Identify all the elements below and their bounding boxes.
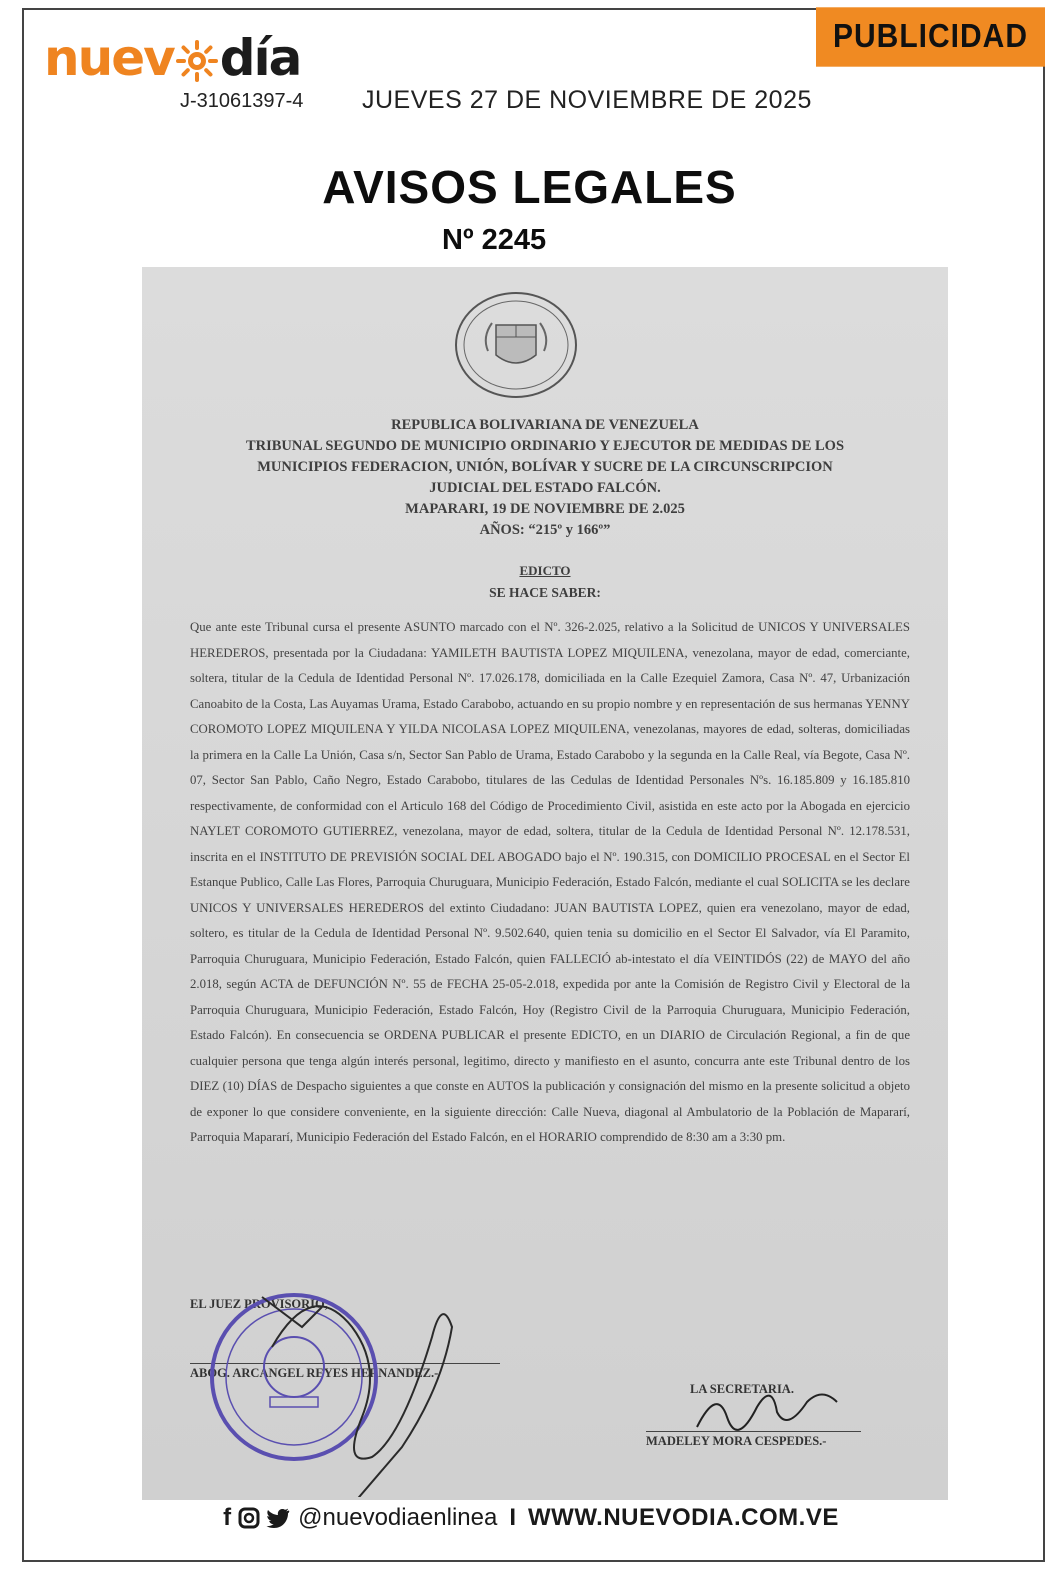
- sun-icon: [176, 40, 218, 82]
- publicidad-badge: PUBLICIDAD: [816, 7, 1045, 66]
- legal-document-photo: [142, 267, 948, 1500]
- instagram-icon[interactable]: [238, 1507, 260, 1529]
- heading-line-3: MUNICIPIOS FEDERACION, UNIÓN, BOLÍVAR Y SUCRE DE LA CIRCUNSCRIPCION: [257, 459, 833, 475]
- rif-number: J-31061397-4: [180, 90, 304, 112]
- judge-name: ABOG. ARCANGEL REYES HERNANDEZ.-: [190, 1363, 500, 1381]
- coat-of-arms-seal-icon: [452, 289, 580, 401]
- facebook-icon[interactable]: f: [223, 1504, 232, 1531]
- secretary-name: MADELEY MORA CESPEDES.-: [646, 1431, 861, 1449]
- se-hace-saber: SE HACE SABER:: [489, 585, 601, 600]
- heading-line-4: JUDICIAL DEL ESTADO FALCÓN.: [429, 480, 661, 496]
- heading-line-2: TRIBUNAL SEGUNDO DE MUNICIPIO ORDINARIO Y EJECUTOR DE MEDIDAS DE LOS: [245, 438, 845, 454]
- secretary-title: LA SECRETARIA.: [690, 1382, 794, 1396]
- judge-signature-icon: [242, 1267, 502, 1497]
- logo-text-part1: nuev: [44, 29, 174, 87]
- social-handle[interactable]: @nuevodiaenlinea: [298, 1504, 498, 1531]
- footer-separator: I: [509, 1504, 517, 1531]
- publication-date: JUEVES 27 DE NOVIEMBRE DE 2025: [362, 86, 812, 114]
- heading-line-5: MAPARARI, 19 DE NOVIEMBRE DE 2.025: [405, 501, 685, 517]
- nuevodia-logo: [44, 28, 300, 88]
- page-title: AVISOS LEGALES: [322, 161, 737, 213]
- edict-body-paragraph: Que ante este Tribunal cursa el presente ASUNTO marcado con el Nº. 326-2.025, relativo a la Solicitud de UNICOS Y UNIVERSALES HEREDEROS, presentada por la Ciudadana: YAMILETH BAUTISTA LOPEZ MIQUILENA, venezolana, mayor de edad, comerciante, soltera, titular de la Cedula de Identidad Personal Nº. 17.026.178, domiciliada en la Calle Ezequiel Zamora, Casa Nº. 47, Urbanización Canoabito de la Costa, Las Auyamas Urama, Estado Carabobo, actuando en su propio nombre y en representación de sus hermanas YENNY COROMOTO LOPEZ MIQUILENA Y YILDA NICOLASA LOPEZ MIQUILENA, venezolanas, mayores de edad, solteras, domiciliadas la primera en la Calle La Unión, Casa s/n, Sector San Pablo de Urama, Estado Carabobo y la segunda en la Calle Real, vía Begote, Casa Nº. 07, Sector San Pablo, Caño Negro, Estado Carabobo, titulares de las Cedulas de Identidad Personales Nºs. 16.185.809 y 16.185.810 respectivamente, de conformidad con el Articulo 168 del Código de Procedimiento Civil, asistida en este acto por la Abogada en ejercicio NAYLET COROMOTO GUTIERREZ, venezolana, mayor de edad, soltera, titular de la Cedula de Identidad Personal Nº. 12.178.531, inscrita en el INSTITUTO DE PREVISIÓN SOCIAL DEL ABOGADO bajo el Nº. 190.315, con DOMICILIO PROCESAL en el Sector El Estanque Publico, Calle Las Flores, Parroquia Churuguara, Municipio Federación, Estado Falcón, mediante el cual SOLICITA se les declare UNICOS Y UNIVERSALES HEREDEROS del extinto Ciudadano: JUAN BAUTISTA LOPEZ, quien era venezolano, mayor de edad, soltero, es titular de la Cedula de Identidad Personal Nº. 9.502.640, quien tenia su domicilio en el Sector El Salvador, vía El Paramito, Parroquia Churuguara, Municipio Federación, Estado Falcón, quien FALLECIÓ ab-intestato el día VEINTIDÓS (22) de MAYO del año 2.018, según ACTA de DEFUNCIÓN Nº. 55 de FECHA 25-05-2.018, expedida por ante la Comisión de Registro Civil y Electoral de la Parroquia Churuguara, Municipio Federación, Estado Falcón, Hoy (Registro Civil de la Parroquia Churuguara, Municipio Federación, Estado Falcón). En consecuencia se ORDENA PUBLICAR el presente EDICTO, en un DIARIO de Circulación Regional, a fin de que cualquier persona que tenga algún interés personal, legitimo, directo y manifiesto en el asunto, concurra ante este Tribunal dentro de los DIEZ (10) DÍAS de Despacho siguientes a que conste en AUTOS la publicación y consignación del mismo en la presente solicitud a objeto de exponer lo que considere conveniente, en la siguiente dirección: Calle Nueva, diagonal al Ambulatorio de la Población de Mapararí, Parroquia Mapararí, Municipio Federación del Estado Falcón, en el HORARIO comprendido de 8:30 am a 3:30 pm.: [190, 620, 910, 1144]
- judge-title: EL JUEZ PROVISORIO,: [190, 1297, 328, 1311]
- heading-line-6: AÑOS: “215º y 166º”: [479, 522, 611, 538]
- notice-number: Nº 2245: [442, 224, 547, 256]
- edicto-heading: EDICTO: [519, 563, 571, 578]
- footer-bar: [0, 1500, 1059, 1536]
- website-link[interactable]: WWW.NUEVODIA.COM.VE: [528, 1504, 839, 1531]
- twitter-icon[interactable]: [266, 1508, 290, 1528]
- logo-text-part2: día: [219, 29, 301, 87]
- heading-line-1: REPUBLICA BOLIVARIANA DE VENEZUELA: [391, 417, 699, 433]
